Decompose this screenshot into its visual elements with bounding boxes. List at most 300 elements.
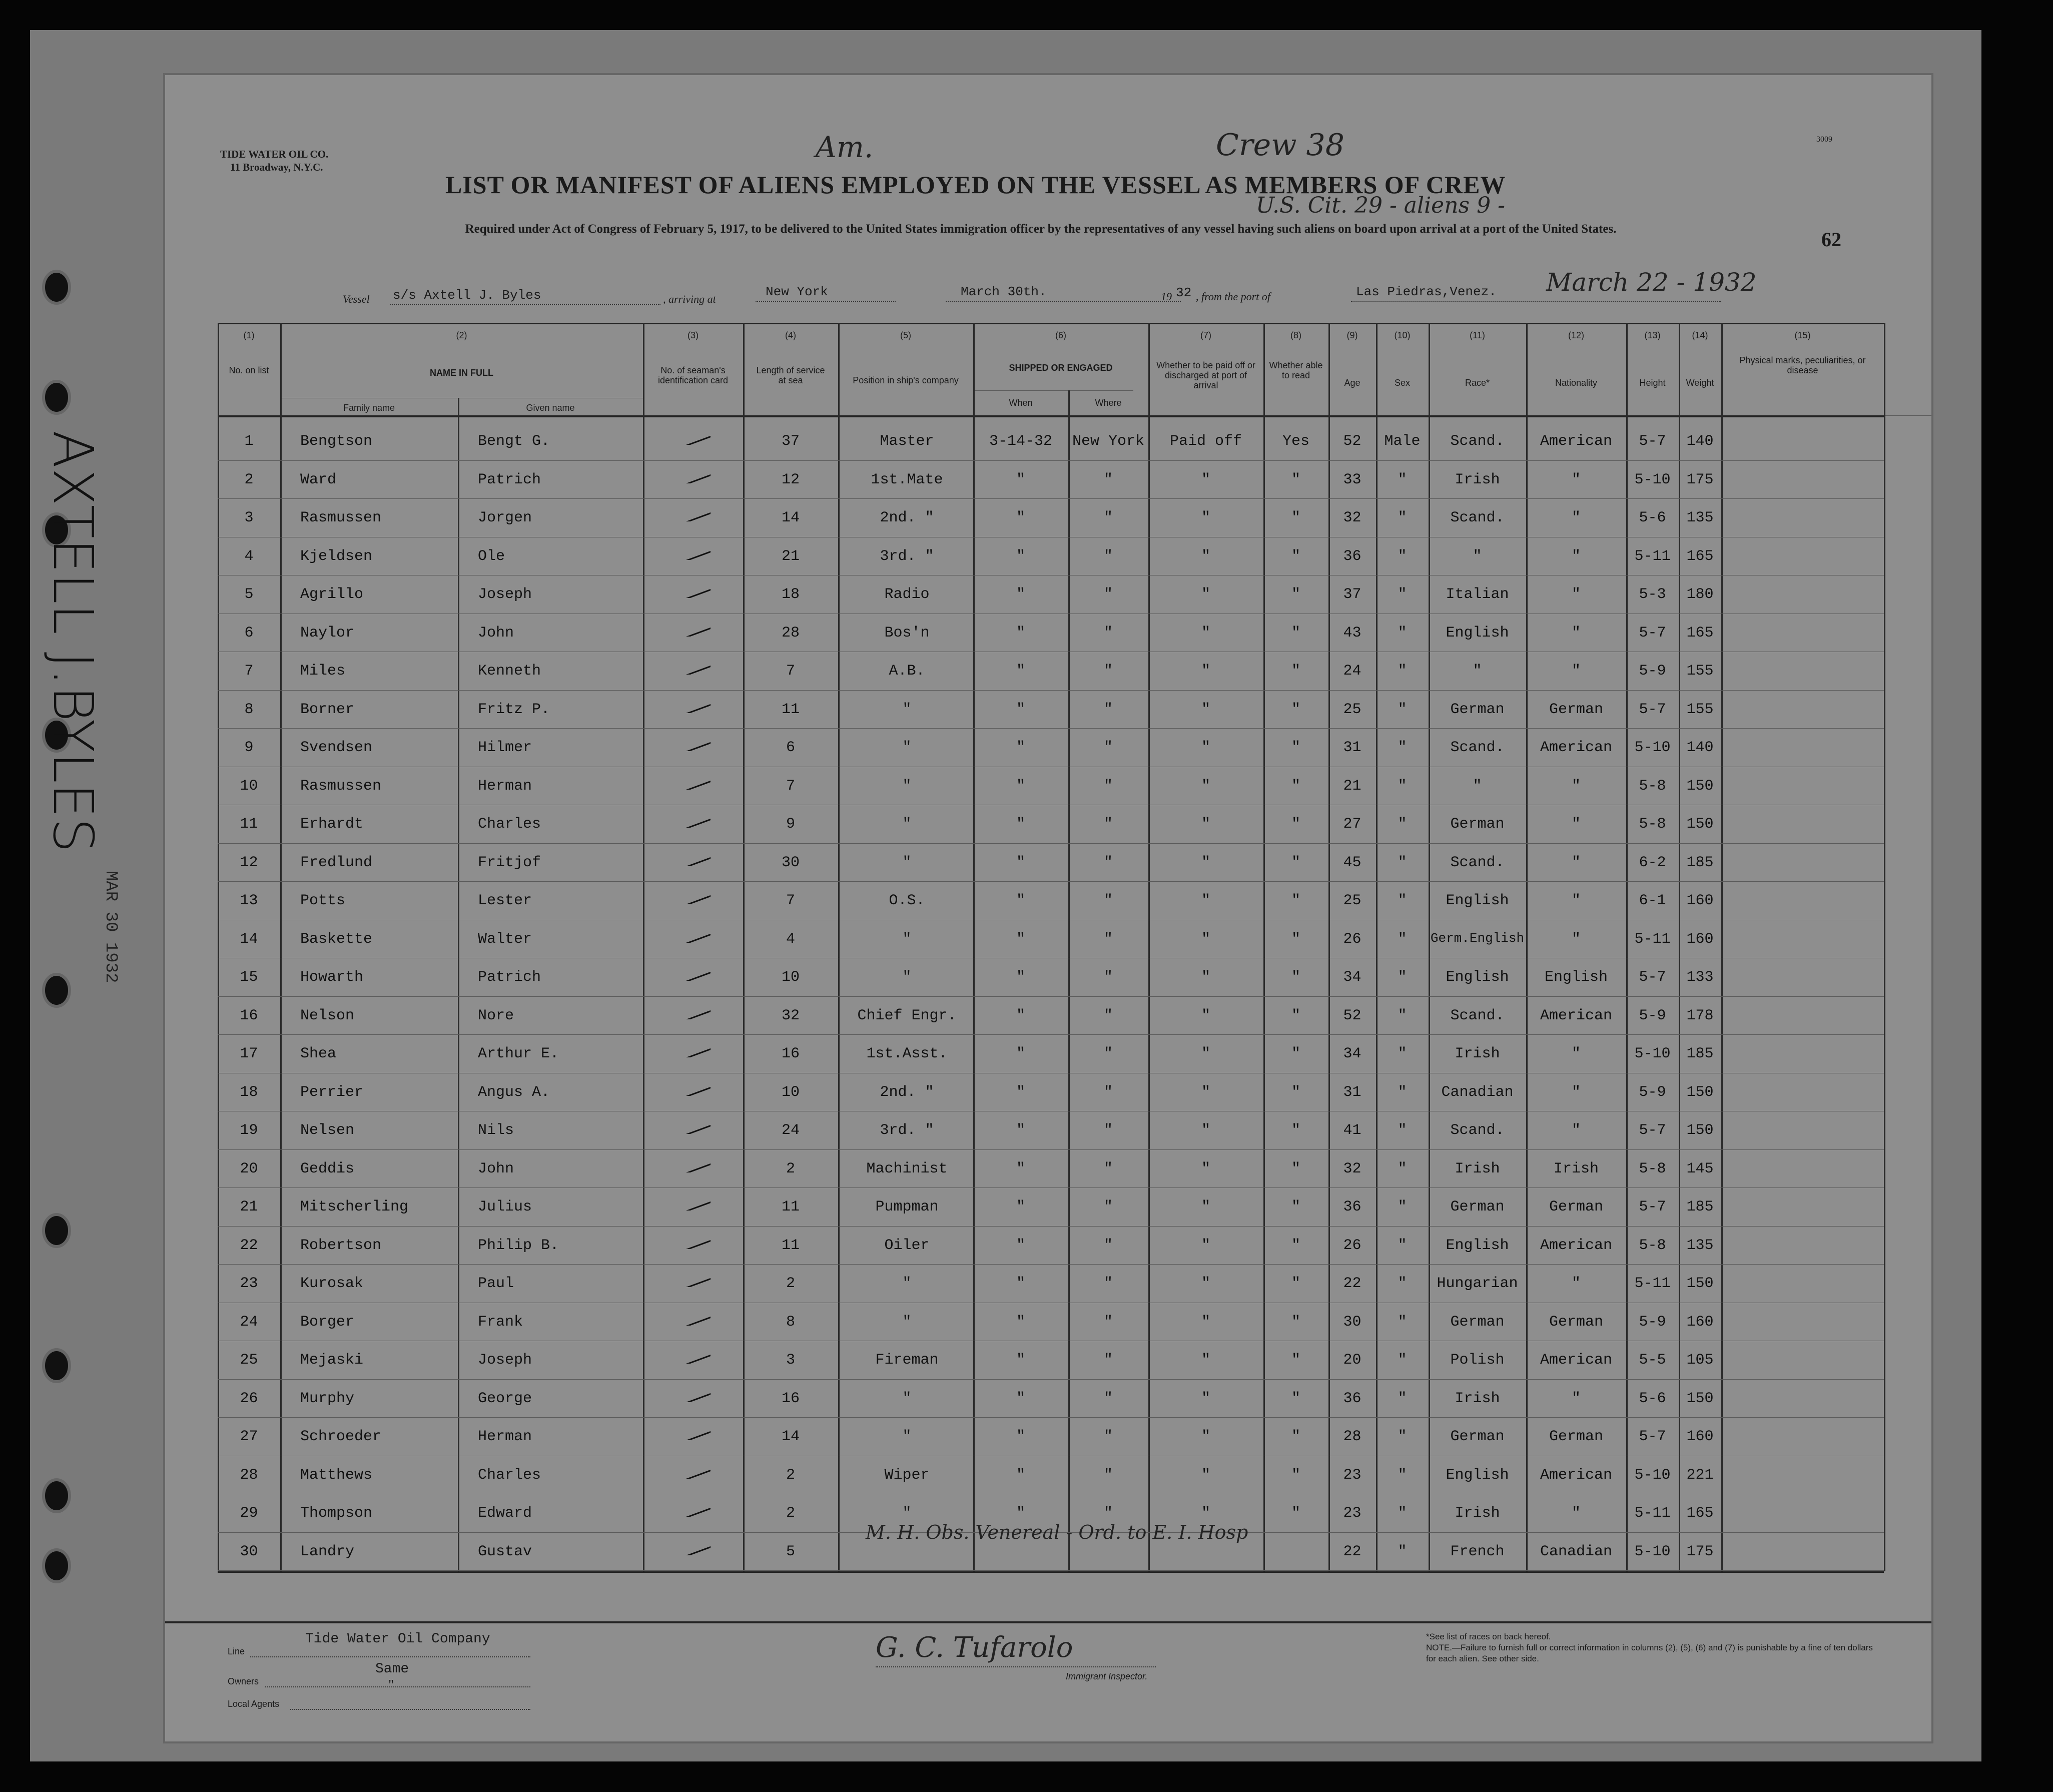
cell-family: Bengtson <box>300 433 373 450</box>
check-mark-icon <box>665 1044 711 1057</box>
cell-where: " <box>1103 1390 1113 1407</box>
cell-service: 10 <box>781 969 800 986</box>
cell-paid: " <box>1201 586 1210 603</box>
cell-read: " <box>1291 1275 1300 1292</box>
cell-height: 5-9 <box>1639 1083 1666 1101</box>
check-mark-icon <box>665 1198 711 1211</box>
check-mark-icon <box>665 1313 711 1326</box>
cell-where: " <box>1103 1083 1113 1101</box>
cell-family: Erhardt <box>300 816 364 833</box>
cell-where: " <box>1103 624 1113 642</box>
cell-given: Herman <box>478 777 532 795</box>
cell-height: 5-7 <box>1639 1199 1666 1216</box>
check-mark-icon <box>665 1389 711 1402</box>
cell-nationality: American <box>1540 739 1613 756</box>
cell-read: " <box>1291 1428 1300 1445</box>
cell-age: 32 <box>1343 509 1361 526</box>
cell-weight: 135 <box>1686 1237 1714 1254</box>
cell-age: 23 <box>1343 1505 1361 1522</box>
cell-no: 7 <box>244 663 254 680</box>
cell-service: 18 <box>781 586 800 603</box>
cell-service: 32 <box>781 1007 800 1024</box>
cell-given: Herman <box>478 1428 532 1445</box>
cell-nationality: American <box>1540 1466 1613 1484</box>
cell-given: Philip B. <box>478 1237 559 1254</box>
form-number: 3009 <box>1816 135 1832 144</box>
header-name-in-full: NAME IN FULL <box>430 368 493 378</box>
cell-nationality: American <box>1540 1007 1613 1024</box>
cell-age: 43 <box>1343 624 1361 642</box>
cell-when: " <box>1016 930 1025 948</box>
cell-where: " <box>1103 739 1113 756</box>
cell-race: " <box>1473 547 1482 565</box>
check-mark-icon <box>665 1351 711 1364</box>
cell-height: 5-8 <box>1639 1237 1666 1254</box>
cell-read: " <box>1291 701 1300 718</box>
cell-read: " <box>1291 509 1300 526</box>
cell-height: 5-6 <box>1639 509 1666 526</box>
cell-when: " <box>1016 701 1025 718</box>
cell-weight: 145 <box>1686 1160 1714 1177</box>
cell-given: Walter <box>478 930 532 948</box>
cell-where: " <box>1103 1466 1113 1484</box>
cell-sex: " <box>1398 1313 1407 1331</box>
cell-weight: 150 <box>1686 1275 1714 1292</box>
cell-family: Rasmussen <box>300 777 382 795</box>
cell-position: " <box>902 777 912 795</box>
cell-service: 7 <box>786 892 795 909</box>
cell-family: Nelson <box>300 1007 355 1024</box>
cell-read: " <box>1291 930 1300 948</box>
cell-sex: " <box>1398 586 1407 603</box>
cell-position: " <box>902 739 912 756</box>
cell-no: 17 <box>240 1045 258 1062</box>
header-weight: Weight <box>1686 378 1714 388</box>
cell-paid: " <box>1201 547 1210 565</box>
cell-service: 11 <box>781 701 800 718</box>
cell-where: " <box>1103 1505 1113 1522</box>
cell-given: John <box>478 624 514 642</box>
cell-service: 28 <box>781 624 800 642</box>
cell-height: 5-11 <box>1634 1275 1671 1292</box>
cell-weight: 150 <box>1686 816 1714 833</box>
check-mark-icon <box>665 1083 711 1096</box>
cell-height: 5-9 <box>1639 1313 1666 1331</box>
cell-given: Fritjof <box>478 854 541 871</box>
cell-position: A.B. <box>889 663 925 680</box>
row-divider <box>218 1417 1884 1418</box>
cell-sex: " <box>1398 624 1407 642</box>
row-divider <box>218 728 1884 729</box>
cell-when: " <box>1016 1352 1025 1369</box>
cell-where: " <box>1103 777 1113 795</box>
footer-agents-label: Local Agents <box>228 1699 280 1709</box>
cell-sex: " <box>1398 471 1407 488</box>
cell-weight: 135 <box>1686 509 1714 526</box>
cell-paid: " <box>1201 1122 1210 1139</box>
header-age: Age <box>1344 378 1360 388</box>
cell-position: " <box>902 930 912 948</box>
cell-height: 5-10 <box>1634 1543 1671 1560</box>
cell-given: Jorgen <box>478 509 532 526</box>
cell-nationality: " <box>1571 1275 1581 1292</box>
cell-weight: 140 <box>1686 433 1714 450</box>
header-id-card: No. of seaman's identification card <box>657 365 729 385</box>
check-mark-icon <box>665 968 711 981</box>
cell-no: 21 <box>240 1199 258 1216</box>
cell-when: " <box>1016 663 1025 680</box>
cell-race: " <box>1473 663 1482 680</box>
page-subtitle: Required under Act of Congress of February 5, 1917, to be delivered to the United States immigration officer by the representatives of any vessel having such aliens on board upon arrival at a port of the United States. <box>465 222 1617 236</box>
cell-race: German <box>1450 1313 1505 1331</box>
cell-no: 28 <box>240 1466 258 1484</box>
cell-where: " <box>1103 701 1113 718</box>
cell-service: 12 <box>781 471 800 488</box>
header-no-on-list: No. on list <box>229 365 269 375</box>
cell-position: Pumpman <box>875 1199 939 1216</box>
check-mark-icon <box>665 815 711 828</box>
check-mark-icon <box>665 1504 711 1517</box>
cell-given: Nore <box>478 1007 514 1024</box>
cell-read: " <box>1291 1083 1300 1101</box>
row-divider <box>218 1034 1884 1035</box>
cell-given: Joseph <box>478 586 532 603</box>
cell-age: 23 <box>1343 1466 1361 1484</box>
cell-position: " <box>902 1390 912 1407</box>
cell-read: " <box>1291 969 1300 986</box>
col-num-14: (14) <box>1692 330 1708 340</box>
cell-service: 30 <box>781 854 800 871</box>
cell-no: 19 <box>240 1122 258 1139</box>
cell-read: " <box>1291 624 1300 642</box>
cell-when: " <box>1016 586 1025 603</box>
footer-owners-value: Same <box>375 1661 409 1677</box>
cell-weight: 150 <box>1686 777 1714 795</box>
cell-service: 2 <box>786 1160 795 1177</box>
header-able-read: Whether able to read <box>1269 360 1323 380</box>
cell-weight: 150 <box>1686 1083 1714 1101</box>
cell-given: Patrich <box>478 969 541 986</box>
cell-sex: " <box>1398 930 1407 948</box>
check-mark-icon <box>665 470 711 483</box>
cell-position: 1st.Asst. <box>866 1045 948 1062</box>
cell-age: 30 <box>1343 1313 1361 1331</box>
col-num-6: (6) <box>1055 330 1066 340</box>
footer-line-label: Line <box>228 1646 245 1656</box>
cell-age: 34 <box>1343 1045 1361 1062</box>
cell-weight: 175 <box>1686 1543 1714 1560</box>
row-divider <box>218 881 1884 882</box>
cell-nationality: American <box>1540 1352 1613 1369</box>
cell-nationality: " <box>1571 930 1581 948</box>
cell-sex: " <box>1398 1543 1407 1560</box>
cell-race: German <box>1450 816 1505 833</box>
footer-note-races: *See list of races on back hereof. <box>1426 1632 1551 1641</box>
cell-position: Wiper <box>884 1466 930 1484</box>
cell-age: 28 <box>1343 1428 1361 1445</box>
cell-sex: " <box>1398 892 1407 909</box>
cell-no: 5 <box>244 586 254 603</box>
cell-race: English <box>1446 892 1509 909</box>
cell-when: " <box>1016 816 1025 833</box>
cell-service: 3 <box>786 1352 795 1369</box>
cell-given: Fritz P. <box>478 701 550 718</box>
cell-service: 24 <box>781 1122 800 1139</box>
cell-no: 1 <box>244 433 254 450</box>
cell-race: Irish <box>1455 1505 1500 1522</box>
cell-given: Charles <box>478 816 541 833</box>
cell-nationality: " <box>1571 1045 1581 1062</box>
cell-family: Fredlund <box>300 854 373 871</box>
check-mark-icon <box>665 1274 711 1287</box>
cell-race: English <box>1446 1237 1509 1254</box>
crew-table <box>165 75 1931 1741</box>
cell-nationality: American <box>1540 433 1613 450</box>
cell-height: 5-5 <box>1639 1352 1666 1369</box>
cell-where: " <box>1103 1313 1113 1331</box>
header-physical-marks: Physical marks, peculiarities, or disease <box>1739 355 1866 375</box>
cell-weight: 160 <box>1686 892 1714 909</box>
cell-no: 11 <box>240 816 258 833</box>
cell-when: " <box>1016 1083 1025 1101</box>
row30-medical-annotation: M. H. Obs. Venereal - Ord. to E. I. Hosp <box>866 1521 1248 1543</box>
cell-paid: " <box>1201 739 1210 756</box>
cell-read: " <box>1291 1007 1300 1024</box>
cell-family: Thompson <box>300 1505 373 1522</box>
cell-family: Matthews <box>300 1466 373 1484</box>
cell-age: 22 <box>1343 1543 1361 1560</box>
cell-family: Robertson <box>300 1237 382 1254</box>
cell-service: 14 <box>781 509 800 526</box>
cell-race: Polish <box>1450 1352 1505 1369</box>
cell-weight: 180 <box>1686 586 1714 603</box>
cell-height: 5-11 <box>1634 547 1671 565</box>
cell-sex: " <box>1398 547 1407 565</box>
cell-no: 22 <box>240 1237 258 1254</box>
cell-position: " <box>902 1505 912 1522</box>
col-num-7: (7) <box>1200 330 1211 340</box>
cell-age: 37 <box>1343 586 1361 603</box>
cell-height: 5-7 <box>1639 969 1666 986</box>
row-divider <box>218 843 1884 844</box>
cell-paid: " <box>1201 1352 1210 1369</box>
manifest-sheet <box>41 75 1931 1741</box>
cell-given: Edward <box>478 1505 532 1522</box>
row-divider <box>218 1187 1884 1188</box>
cell-read: " <box>1291 1199 1300 1216</box>
cell-nationality: Canadian <box>1540 1543 1613 1560</box>
cell-paid: " <box>1201 1466 1210 1484</box>
cell-paid: " <box>1201 1428 1210 1445</box>
cell-family: Mejaski <box>300 1352 364 1369</box>
cell-paid: " <box>1201 1160 1210 1177</box>
cell-when: " <box>1016 1160 1025 1177</box>
cell-nationality: " <box>1571 663 1581 680</box>
cell-when: " <box>1016 739 1025 756</box>
cell-height: 5-7 <box>1639 1428 1666 1445</box>
cell-height: 5-10 <box>1634 739 1671 756</box>
cell-no: 25 <box>240 1352 258 1369</box>
cell-service: 16 <box>781 1390 800 1407</box>
page-number: 62 <box>1821 228 1841 251</box>
cell-no: 26 <box>240 1390 258 1407</box>
cell-family: Nelsen <box>300 1122 355 1139</box>
cell-nationality: " <box>1571 777 1581 795</box>
cell-nationality: " <box>1571 1083 1581 1101</box>
cell-paid: " <box>1201 471 1210 488</box>
cell-given: George <box>478 1390 532 1407</box>
check-mark-icon <box>665 508 711 521</box>
cell-read: " <box>1291 1313 1300 1331</box>
cell-no: 10 <box>240 777 258 795</box>
cell-no: 18 <box>240 1083 258 1101</box>
cell-family: Howarth <box>300 969 364 986</box>
cell-weight: 150 <box>1686 1122 1714 1139</box>
cell-height: 5-10 <box>1634 471 1671 488</box>
binder-hole <box>45 273 68 302</box>
check-mark-icon <box>665 1121 711 1134</box>
cell-where: " <box>1103 663 1113 680</box>
check-mark-icon <box>665 662 711 675</box>
cell-family: Agrillo <box>300 586 364 603</box>
header-length-service: Length of service at sea <box>756 365 825 385</box>
header-position: Position in ship's company <box>853 375 959 385</box>
cell-weight: 160 <box>1686 1428 1714 1445</box>
cell-when: " <box>1016 777 1025 795</box>
cell-race: Germ.English <box>1430 930 1525 946</box>
cell-given: Ole <box>478 547 505 565</box>
cell-paid: " <box>1201 663 1210 680</box>
cell-height: 5-11 <box>1634 930 1671 948</box>
cell-no: 30 <box>240 1543 258 1560</box>
cell-family: Shea <box>300 1045 337 1062</box>
header-paid-off: Whether to be paid off or discharged at port of arrival <box>1156 360 1255 390</box>
cell-paid: " <box>1201 892 1210 909</box>
footer-owners-label: Owners <box>228 1676 259 1686</box>
cell-weight: 185 <box>1686 1199 1714 1216</box>
cell-when: " <box>1016 1313 1025 1331</box>
cell-no: 24 <box>240 1313 258 1331</box>
cell-position: " <box>902 969 912 986</box>
cell-sex: " <box>1398 1199 1407 1216</box>
footer-note-penalty: NOTE.—Failure to furnish full or correct information in columns (2), (5), (6) and (7) is punishable by a fine of ten dollars for each alien. See other side. <box>1426 1643 1873 1663</box>
cell-where: " <box>1103 930 1113 948</box>
from-port: Las Piedras,Venez. <box>1356 284 1497 299</box>
cell-nationality: German <box>1549 1199 1604 1216</box>
row-divider <box>218 1149 1884 1150</box>
cell-paid: " <box>1201 1237 1210 1254</box>
col-num-13: (13) <box>1644 330 1661 340</box>
cell-nationality: " <box>1571 854 1581 871</box>
cell-read: " <box>1291 739 1300 756</box>
cell-read: " <box>1291 816 1300 833</box>
cell-paid: " <box>1201 624 1210 642</box>
cell-nationality: English <box>1544 969 1608 986</box>
cell-position: " <box>902 816 912 833</box>
cell-paid: " <box>1201 1083 1210 1101</box>
cell-given: Kenneth <box>478 663 541 680</box>
cell-height: 6-2 <box>1639 854 1666 871</box>
vessel-label: Vessel <box>343 293 370 305</box>
cell-given: Frank <box>478 1313 523 1331</box>
cell-age: 27 <box>1343 816 1361 833</box>
cell-service: 2 <box>786 1275 795 1292</box>
cell-nationality: " <box>1571 1390 1581 1407</box>
header-height: Height <box>1639 378 1666 388</box>
cell-weight: 165 <box>1686 1505 1714 1522</box>
cell-paid: " <box>1201 1275 1210 1292</box>
binder-hole <box>45 976 68 1005</box>
cell-position: Master <box>880 433 934 450</box>
row-divider <box>218 498 1884 499</box>
cell-height: 5-7 <box>1639 701 1666 718</box>
cell-where: " <box>1103 1199 1113 1216</box>
cell-service: 11 <box>781 1237 800 1254</box>
cell-where: " <box>1103 509 1113 526</box>
year-prefix: 19 <box>1161 290 1172 303</box>
check-mark-icon <box>665 432 711 445</box>
cell-read: " <box>1291 1160 1300 1177</box>
cell-no: 9 <box>244 739 254 756</box>
cell-position: 2nd. " <box>880 509 934 526</box>
cell-race: English <box>1446 624 1509 642</box>
cell-race: English <box>1446 1466 1509 1484</box>
cell-nationality: German <box>1549 701 1604 718</box>
cell-no: 16 <box>240 1007 258 1024</box>
check-mark-icon <box>665 891 711 904</box>
cell-age: 36 <box>1343 1390 1361 1407</box>
cell-read: " <box>1291 1466 1300 1484</box>
cell-race: German <box>1450 1199 1505 1216</box>
cell-nationality: " <box>1571 1505 1581 1522</box>
header-when: When <box>1009 398 1033 408</box>
cell-sex: " <box>1398 1237 1407 1254</box>
cell-age: 45 <box>1343 854 1361 871</box>
binder-hole <box>45 1216 68 1245</box>
cell-family: Murphy <box>300 1390 355 1407</box>
cell-when: " <box>1016 1428 1025 1445</box>
col-num-4: (4) <box>785 330 796 340</box>
cell-given: Nils <box>478 1122 514 1139</box>
cell-age: 52 <box>1343 433 1361 450</box>
cell-family: Svendsen <box>300 739 373 756</box>
cell-no: 2 <box>244 471 254 488</box>
cell-where: " <box>1103 1237 1113 1254</box>
cell-race: Scand. <box>1450 739 1505 756</box>
cell-weight: 140 <box>1686 739 1714 756</box>
cell-weight: 221 <box>1686 1466 1714 1484</box>
arriving-label: , arriving at <box>663 293 716 305</box>
cell-sex: " <box>1398 1122 1407 1139</box>
header-family-name: Family name <box>343 403 395 413</box>
cell-height: 5-7 <box>1639 624 1666 642</box>
cell-read: " <box>1291 1122 1300 1139</box>
col-num-9: (9) <box>1346 330 1358 340</box>
cell-height: 5-11 <box>1634 1505 1671 1522</box>
col-num-1: (1) <box>243 330 255 340</box>
cell-when: " <box>1016 1045 1025 1062</box>
cell-family: Schroeder <box>300 1428 382 1445</box>
cell-family: Kjeldsen <box>300 547 373 565</box>
check-mark-icon <box>665 1236 711 1249</box>
cell-service: 9 <box>786 816 795 833</box>
cell-nationality: " <box>1571 471 1581 488</box>
check-mark-icon <box>665 930 711 943</box>
row-divider <box>218 1226 1884 1227</box>
cell-paid: " <box>1201 701 1210 718</box>
company-address: 11 Broadway, N.Y.C. <box>230 161 323 173</box>
header-race: Race* <box>1465 378 1490 388</box>
